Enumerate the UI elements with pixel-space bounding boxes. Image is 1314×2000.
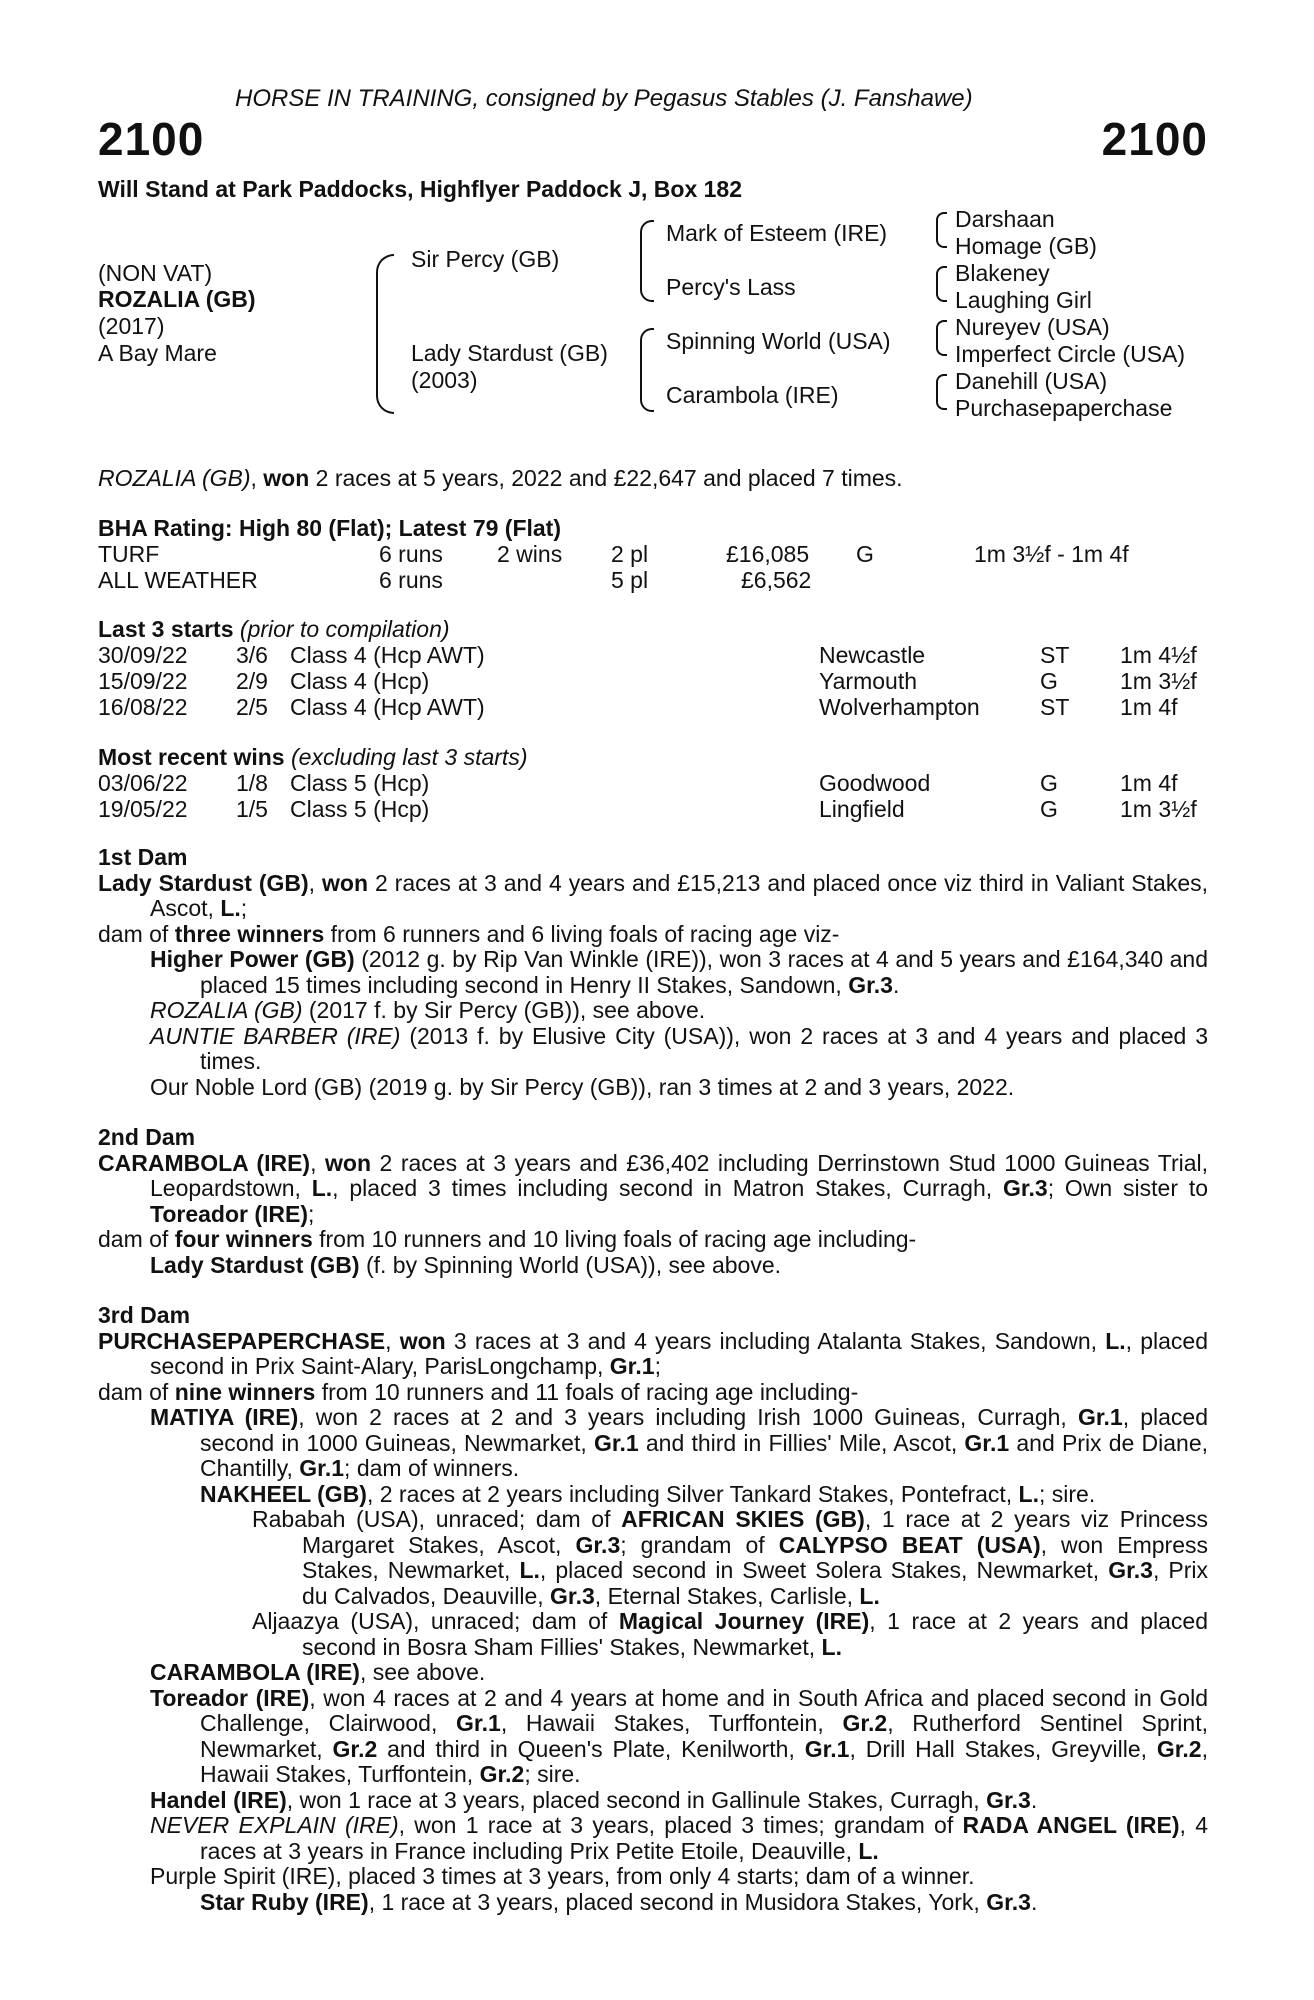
third-dam-end: ;: [654, 1353, 661, 1379]
produce-text: from 10 runners and 11 foals of racing age including-: [315, 1378, 859, 1405]
offspring-text: (f. by Spinning World (USA)), see above.: [359, 1251, 782, 1278]
start-position: 2/5: [236, 694, 268, 720]
offspring-text: (2012 g. by Rip Van Winkle (IRE)), won 3 races at 4 and 5 years and £164,340 and placed 15 times including second in Henry II Stakes, Sandown,: [200, 946, 1208, 998]
pedigree-brace-ggp3: [936, 320, 947, 356]
pedigree-dam-year: (2003): [411, 367, 478, 393]
group-mark: Gr.2: [842, 1710, 888, 1736]
pedigree-brace-dam: [640, 328, 654, 412]
start-going: G: [1040, 668, 1058, 694]
group-mark: Gr.3: [550, 1582, 595, 1609]
offspring-text: , Eternal Stakes, Carlisle,: [594, 1582, 860, 1609]
pedigree-ggp-3: Blakeney: [955, 260, 1050, 286]
listed-mark: L.: [1018, 1480, 1039, 1507]
offspring-text: , Rutherford Sentinel Sprint, Newmarket,: [200, 1710, 1208, 1762]
pedigree-ggp-5: Nureyev (USA): [955, 314, 1110, 340]
offspring-name: RADA ANGEL (IRE): [962, 1812, 1180, 1838]
produce-count: nine winners: [174, 1378, 316, 1405]
offspring-lady-stardust: [98, 1253, 1208, 1279]
vat-status: (NON VAT): [98, 260, 213, 286]
offspring-handel: [98, 1788, 1208, 1814]
third-dam-text-2: , placed second in Prix Saint-Alary, ParisLongchamp,: [150, 1327, 1209, 1379]
rating-surface: ALL WEATHER: [98, 567, 258, 593]
pedigree-brace-ggp1: [936, 212, 947, 248]
offspring-text: and Prix de Diane, Chantilly,: [200, 1429, 1208, 1481]
group-mark: Gr.1: [593, 1429, 639, 1456]
rating-prize: £16,085: [726, 541, 810, 567]
pedigree-dam-sire: Spinning World (USA): [666, 328, 891, 354]
listed-mark: L.: [220, 895, 241, 921]
first-dam-won: won: [322, 869, 369, 896]
offspring-text: , placed second in Sweet Solera Stakes, Newmarket,: [539, 1557, 1109, 1583]
summary-text: 2 races at 5 years, 2022 and £22,647 and placed 7 times.: [309, 465, 903, 491]
offspring-text: , won 2 races at 2 and 3 years including Irish 1000 Guineas, Curragh,: [298, 1404, 1078, 1430]
start-position: 3/6: [236, 642, 268, 668]
listed-mark: L.: [519, 1557, 540, 1583]
listed-mark: L.: [858, 1837, 879, 1864]
rating-prize: £6,562: [741, 567, 812, 593]
rating-placed: 2 pl: [611, 541, 649, 567]
horse-description: A Bay Mare: [98, 340, 217, 366]
start-going: ST: [1040, 642, 1070, 668]
offspring-text: , 1 race at 3 years, placed second in Musidora Stakes, York,: [368, 1888, 987, 1915]
start-date: 30/09/22: [98, 642, 188, 668]
pedigree-ggp-8: Purchasepaperchase: [955, 395, 1173, 421]
win-course: Lingfield: [819, 796, 905, 822]
win-course: Goodwood: [819, 770, 931, 796]
offspring-name: Toreador (IRE): [150, 1684, 310, 1711]
start-distance: 1m 4½f: [1120, 642, 1197, 668]
second-dam-text: 2 races at 3 years and £36,402 including Derrinstown Stud 1000 Guineas Trial, Leopardstown,: [150, 1149, 1209, 1201]
offspring-text: ; grandam of: [620, 1531, 779, 1558]
pedigree-ggp-4: Laughing Girl: [955, 287, 1092, 313]
win-race: Class 5 (Hcp): [290, 770, 430, 796]
group-mark: Gr.1: [609, 1353, 655, 1379]
offspring-text: , 1 race at 2 years and placed second in Bosra Sham Fillies' Stakes, Newmarket,: [302, 1608, 1208, 1660]
third-dam-record: PURCHASEPAPERCHASE, won 3 races at 3 and 4 years including Atalanta Stakes, Sandown, L., placed second in Prix Saint-Alary, ParisLongchamp, Gr.1;: [98, 1327, 1209, 1379]
pedigree-ggp-7: Danehill (USA): [955, 368, 1108, 394]
second-dam-heading: 2nd Dam: [98, 1124, 196, 1150]
bha-rating-title: BHA Rating: High 80 (Flat); Latest 79 (Flat): [98, 515, 561, 541]
offspring-name: NEVER EXPLAIN (IRE): [150, 1812, 399, 1838]
lot-number-right: 2100: [1101, 113, 1208, 165]
summary-horse-name: ROZALIA (GB): [98, 465, 251, 491]
offspring-never-explain: [98, 1813, 1208, 1864]
first-dam-text: 2 races at 3 and 4 years and £15,213 and placed once viz third in Valiant Stakes, Ascot,: [150, 869, 1209, 921]
offspring-name: AUNTIE BARBER (IRE): [150, 1022, 401, 1049]
offspring-name: Handel (IRE): [150, 1786, 287, 1813]
offspring-end: .: [892, 971, 900, 998]
group-mark: Gr.3: [1002, 1175, 1048, 1201]
win-date: 19/05/22: [98, 796, 188, 822]
second-dam-produce: [98, 1227, 1208, 1253]
win-race: Class 5 (Hcp): [290, 796, 430, 822]
offspring-text: , see above.: [359, 1659, 486, 1685]
win-distance: 1m 3½f: [1120, 796, 1197, 822]
second-dam-record: CARAMBOLA (IRE), won 2 races at 3 years and £36,402 including Derrinstown Stud 1000 Guineas Trial, Leopardstown, L., placed 3 times including second in Matron Stakes, Curragh, Gr.3; Own sister to Toreador (IRE);: [98, 1149, 1209, 1227]
offspring-toreador: [98, 1686, 1208, 1788]
offspring-rababah: [98, 1507, 1208, 1609]
offspring-text: ; sire.: [1039, 1480, 1096, 1507]
pedigree-sire: Sir Percy (GB): [411, 246, 560, 272]
third-dam-produce: [98, 1380, 1208, 1406]
group-mark: Gr.3: [575, 1531, 621, 1558]
race-summary: ROZALIA (GB), won 2 races at 5 years, 2022 and £22,647 and placed 7 times.: [98, 465, 903, 491]
offspring-name: Magical Journey (IRE): [618, 1608, 870, 1634]
lot-number-left: 2100: [98, 113, 205, 165]
win-date: 03/06/22: [98, 770, 188, 796]
second-dam-name: CARAMBOLA (IRE): [98, 1149, 311, 1176]
pedigree-brace-main: [376, 254, 394, 414]
offspring-text: , Drill Hall Stakes, Greyville,: [849, 1735, 1157, 1762]
offspring-nakheel: [98, 1482, 1208, 1508]
group-mark: Gr.3: [848, 971, 893, 998]
offspring-name: CARAMBOLA (IRE): [150, 1659, 360, 1685]
third-dam-heading: 3rd Dam: [98, 1302, 191, 1328]
win-position: 1/8: [236, 770, 268, 796]
produce-text: from 6 runners and 6 living foals of racing age viz-: [324, 920, 840, 947]
second-dam-text-3: ; Own sister to: [1047, 1175, 1209, 1201]
offspring-text: and third in Fillies' Mile, Ascot,: [638, 1429, 965, 1456]
pedigree-brace-ggp4: [936, 374, 947, 410]
start-course: Yarmouth: [819, 668, 918, 694]
last-starts-label: Last 3 starts: [98, 616, 234, 642]
offspring-auntie-barber: [98, 1024, 1208, 1075]
group-mark: Gr.3: [986, 1786, 1031, 1813]
third-dam-text: 3 races at 3 and 4 years including Atalanta Stakes, Sandown,: [445, 1327, 1106, 1354]
start-race: Class 4 (Hcp AWT): [290, 694, 485, 720]
offspring-carambola: [98, 1660, 1208, 1686]
last-starts-note: (prior to compilation): [233, 616, 450, 642]
start-race: Class 4 (Hcp AWT): [290, 642, 485, 668]
start-race: Class 4 (Hcp): [290, 668, 430, 694]
produce-pre: dam of: [98, 920, 175, 947]
offspring-text: , 4 races at 3 years in France including Prix Petite Etoile, Deauville,: [200, 1812, 1208, 1864]
offspring-text: .: [1030, 1786, 1038, 1813]
start-distance: 1m 4f: [1120, 694, 1178, 720]
rating-surface: TURF: [98, 541, 160, 567]
offspring-text: , Prix du Calvados, Deauville,: [302, 1557, 1208, 1609]
group-mark: Gr.1: [964, 1429, 1010, 1456]
pedigree-ggp-1: Darshaan: [955, 206, 1055, 232]
win-going: G: [1040, 770, 1058, 796]
recent-wins-note: (excluding last 3 starts): [284, 744, 528, 770]
pedigree-sire-dam: Percy's Lass: [666, 274, 796, 300]
produce-count: four winners: [174, 1226, 313, 1252]
produce-count: three winners: [174, 920, 325, 947]
win-going: G: [1040, 796, 1058, 822]
group-mark: Gr.3: [986, 1888, 1031, 1915]
recent-wins-title: [98, 744, 527, 770]
offspring-text: (2017 f. by Sir Percy (GB)), see above.: [302, 997, 706, 1023]
start-course: Newcastle: [819, 642, 926, 668]
pedigree-dam-dam: Carambola (IRE): [666, 382, 839, 408]
pedigree-ggp-6: Imperfect Circle (USA): [955, 341, 1186, 367]
offspring-higher-power: [98, 947, 1208, 998]
offspring-text: , 2 races at 2 years including Silver Tankard Stakes, Pontefract,: [366, 1480, 1019, 1507]
offspring-aljaazya: [98, 1609, 1208, 1660]
first-dam-name: Lady Stardust (GB): [98, 869, 309, 896]
recent-wins-label: Most recent wins: [98, 744, 285, 770]
offspring-name: Star Ruby (IRE): [200, 1888, 369, 1915]
listed-mark: L.: [821, 1633, 842, 1660]
last-starts-title: [98, 616, 450, 642]
offspring-name: MATIYA (IRE): [150, 1404, 299, 1430]
offspring-text: , Hawaii Stakes, Turffontein,: [200, 1735, 1208, 1787]
rating-distance: 1m 3½f - 1m 4f: [974, 541, 1129, 567]
listed-mark: L.: [311, 1175, 333, 1201]
offspring-text: , won 1 race at 3 years, placed 3 times; grandam of: [398, 1812, 963, 1838]
pedigree-brace-sire: [640, 220, 654, 302]
offspring-name: Lady Stardust (GB): [150, 1251, 360, 1278]
first-dam-end: ;: [240, 895, 248, 921]
offspring-purple-spirit: Purple Spirit (IRE), placed 3 times at 3 years, from only 4 starts; dam of a winner.: [150, 1863, 975, 1889]
offspring-text: Rababah (USA), unraced; dam of: [252, 1506, 622, 1532]
offspring-name: NAKHEEL (GB): [200, 1480, 367, 1507]
start-going: ST: [1040, 694, 1070, 720]
rating-going: G: [856, 541, 874, 567]
horse-year: (2017): [98, 313, 165, 339]
win-distance: 1m 4f: [1120, 770, 1178, 796]
group-mark: Gr.1: [299, 1455, 345, 1481]
offspring-text: , placed second in 1000 Guineas, Newmarket,: [200, 1404, 1209, 1456]
rating-wins: 2 wins: [497, 541, 563, 567]
offspring-text: and third in Queen's Plate, Kenilworth,: [377, 1735, 805, 1762]
group-mark: Gr.1: [456, 1710, 501, 1736]
offspring-rozalia: [98, 998, 1208, 1024]
first-dam-produce: [98, 922, 1208, 948]
own-sister-name: Toreador (IRE): [150, 1200, 309, 1227]
group-mark: Gr.1: [804, 1735, 850, 1762]
offspring-text: , won 1 race at 3 years, placed second in Gallinule Stakes, Curragh,: [286, 1786, 987, 1813]
offspring-text: .: [1030, 1888, 1038, 1915]
offspring-text: , won 4 races at 2 and 4 years at home and in South Africa and placed second in Gold Challenge, Clairwood,: [200, 1684, 1208, 1736]
win-position: 1/5: [236, 796, 268, 822]
start-position: 2/9: [236, 668, 268, 694]
stand-location: Will Stand at Park Paddocks, Highflyer Paddock J, Box 182: [98, 176, 742, 202]
summary-won: won: [263, 465, 310, 491]
offspring-text: (2013 f. by Elusive City (USA)), won 2 races at 3 and 4 years and placed 3 times.: [200, 1022, 1208, 1074]
pedigree-dam: Lady Stardust (GB): [411, 340, 608, 366]
consignment-line: HORSE IN TRAINING, consigned by Pegasus Stables (J. Fanshawe): [235, 85, 973, 112]
offspring-star-ruby: [98, 1890, 1208, 1916]
start-date: 16/08/22: [98, 694, 188, 720]
second-dam-won: won: [325, 1149, 372, 1176]
offspring-text: Aljaazya (USA), unraced; dam of: [252, 1608, 619, 1634]
offspring-name: ROZALIA (GB): [150, 997, 303, 1023]
family-section: [98, 845, 1208, 1915]
first-dam-heading: 1st Dam: [98, 844, 188, 870]
group-mark: Gr.1: [1077, 1404, 1123, 1430]
second-dam-end: ;: [308, 1200, 315, 1227]
offspring-text: , Hawaii Stakes, Turffontein,: [500, 1710, 843, 1736]
offspring-name: Higher Power (GB): [150, 946, 355, 972]
third-dam-name: PURCHASEPAPERCHASE: [98, 1327, 386, 1354]
produce-pre: dam of: [98, 1226, 175, 1252]
rating-runs: 6 runs: [379, 541, 443, 567]
offspring-name: CALYPSO BEAT (USA): [778, 1531, 1041, 1558]
rating-placed: 5 pl: [611, 567, 649, 593]
offspring-text: , won Empress Stakes, Newmarket,: [302, 1531, 1208, 1583]
third-dam-won: won: [399, 1327, 446, 1354]
offspring-text: ; dam of winners.: [344, 1455, 520, 1481]
group-mark: Gr.3: [1108, 1557, 1153, 1583]
group-mark: Gr.2: [332, 1735, 378, 1762]
pedigree-sire-sire: Mark of Esteem (IRE): [666, 220, 888, 246]
listed-mark: L.: [1105, 1327, 1126, 1354]
offspring-our-noble-lord: Our Noble Lord (GB) (2019 g. by Sir Percy (GB)), ran 3 times at 2 and 3 years, 2022.: [150, 1073, 1015, 1100]
produce-pre: dam of: [98, 1378, 175, 1405]
pedigree-ggp-2: Homage (GB): [955, 233, 1097, 259]
start-course: Wolverhampton: [819, 694, 980, 720]
offspring-text: ; sire.: [524, 1761, 581, 1787]
listed-mark: L.: [859, 1582, 880, 1609]
group-mark: Gr.2: [1156, 1735, 1202, 1762]
offspring-text: , 1 race at 2 years viz Princess Margaret Stakes, Ascot,: [302, 1506, 1208, 1558]
start-date: 15/09/22: [98, 668, 188, 694]
pedigree-brace-ggp2: [936, 266, 947, 302]
offspring-name: AFRICAN SKIES (GB): [621, 1506, 865, 1532]
group-mark: Gr.2: [479, 1761, 525, 1787]
first-dam-record: Lady Stardust (GB), won 2 races at 3 and 4 years and £15,213 and placed once viz third in Valiant Stakes, Ascot, L.;: [98, 869, 1209, 921]
rating-runs: 6 runs: [379, 567, 443, 593]
produce-text: from 10 runners and 10 living foals of racing age including-: [312, 1226, 917, 1252]
offspring-matiya: [98, 1405, 1208, 1482]
start-distance: 1m 3½f: [1120, 668, 1197, 694]
second-dam-text-2: , placed 3 times including second in Matron Stakes, Curragh,: [332, 1175, 1003, 1201]
horse-name: ROZALIA (GB): [98, 286, 256, 312]
